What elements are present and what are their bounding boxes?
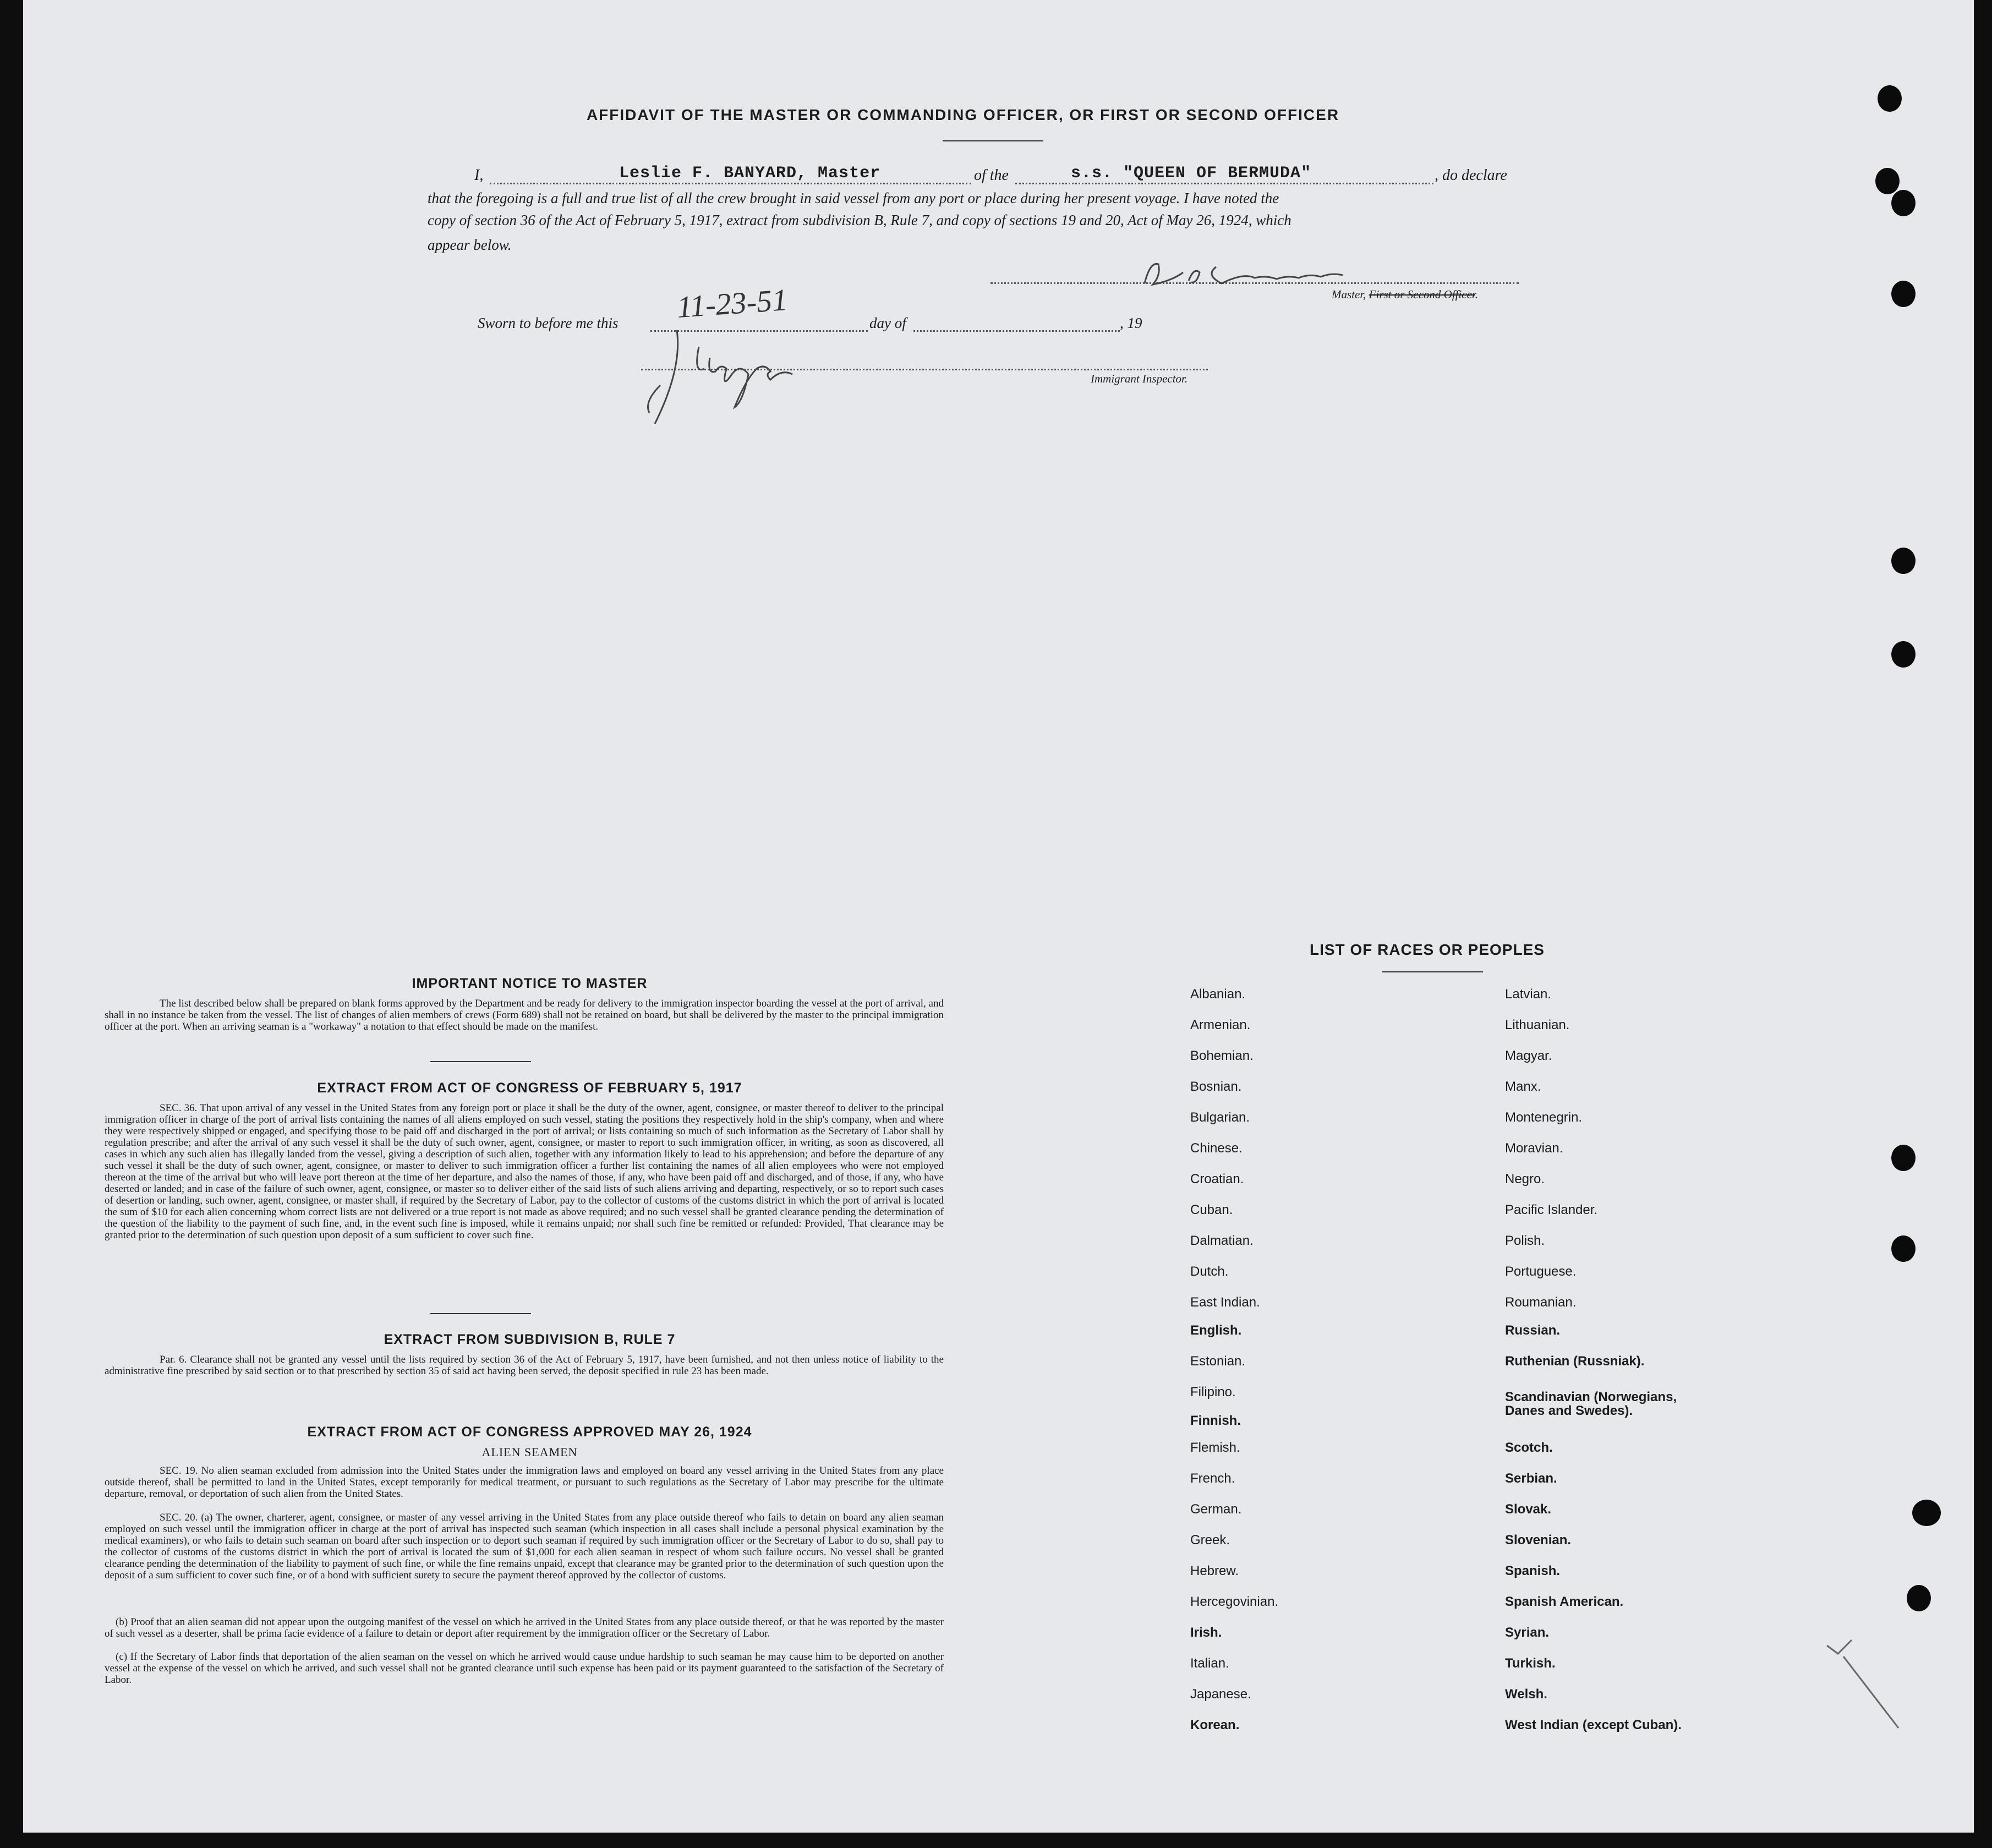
race-item: Slovenian. [1505, 1533, 1572, 1548]
day-of-line [913, 330, 1120, 332]
punch-hole [1891, 1235, 1916, 1262]
sec-19-text: SEC. 19. No alien seaman excluded from admission into the United States under the immigration laws and employed on board any vessel arriving in the United States from any place outside thereof, shall be permitted to land in the United States, except temporarily for medical treatment, or pursuant to such regulations as the Secretary of Labor may prescribe for the ultimate departure, removal, or deportation of such alien from the United States. [105, 1465, 944, 1500]
master-caption [1332, 288, 1478, 302]
race-item: Estonian. [1190, 1354, 1246, 1369]
affidavit-line-2: that the foregoing is a full and true list of all the crew brought in said vessel from any port or place during her present voyage. I have noted the [428, 190, 1279, 206]
do-declare-label: , do declare [1435, 167, 1507, 184]
race-item: Bohemian. [1190, 1048, 1254, 1063]
year-prefix: , 19 [1120, 315, 1142, 331]
race-item: Syrian. [1505, 1625, 1550, 1640]
extract-1917-text: SEC. 36. That upon arrival of any vessel in the United States from any foreign port or place it shall be the duty of the owner, agent, consignee, or master thereof to deliver to the principal immigration officer in charge of the port of arrival lists containing the names of all aliens employed on such vessel, stating the positions they respectively hold in the ship's company, when and where they were respectively shipped or engaged, and specifying those to be paid off and discharged in the port of arrival; or lists containing so much of such information as the Secretary of Labor shall by regulation prescribe; and after the arrival of any such vessel it shall be the duty of such owner, agent, consignee, or master to report to such immigration officer, in writing, as soon as discovered, all cases in which any such alien has illegally landed from the vessel, giving a description of such alien, together with any information likely to lead to his apprehension; and before the departure of any such vessel it shall be the duty of such owner, agent, consignee, or master to deliver to such immigration officer a further list containing the names of all alien employees who were not employed thereon at the time of the arrival but who will leave port thereon at the time of her departure, and also the names of those, if any, who have been paid off and discharged, and of those, if any, who have deserted or landed; and in case of the failure of such owner, agent, consignee, or master so to deliver either of the said lists of such aliens arriving and departing, respectively, or so to report such cases of desertion or landing, such owner, agent, consignee, or master shall, if required by the Secretary of Labor, pay to the collector of customs of the customs district in which the port of arrival is located the sum of $10 for each alien concerning whom correct lists are not delivered or a true report is not made as above required; and no such vessel shall be granted clearance pending the determination of the question of the liability to the payment of such fine, and, in the event such fine is imposed, while it remains unpaid; nor shall such fine be remitted or refunded: Provided, That clearance may be granted prior to the determination of such question upon deposit of a sum sufficient to cover such fine. [105, 1102, 944, 1241]
race-item: Turkish. [1505, 1656, 1556, 1671]
race-item: Filipino. [1190, 1385, 1236, 1399]
divider [1382, 971, 1483, 972]
inspector-signature [638, 325, 836, 435]
race-item: Latvian. [1505, 987, 1552, 1002]
vessel-line [1015, 183, 1433, 184]
race-item: Welsh. [1505, 1687, 1547, 1702]
race-item: Lithuanian. [1505, 1018, 1570, 1032]
race-item: West Indian (except Cuban). [1505, 1718, 1682, 1732]
race-item: Montenegrin. [1505, 1110, 1583, 1125]
race-item: Japanese. [1190, 1687, 1251, 1702]
master-caption-struck: First or Second Officer [1369, 288, 1475, 301]
race-item: Finnish. [1190, 1413, 1241, 1428]
race-item: Polish. [1505, 1233, 1545, 1248]
extract-1917-title: EXTRACT FROM ACT OF CONGRESS OF FEBRUARY 5, 1917 [317, 1080, 742, 1096]
affidavit-i-label: I, [474, 167, 484, 184]
race-item: Dutch. [1190, 1264, 1229, 1279]
vessel-name: s.s. "QUEEN OF BERMUDA" [1071, 164, 1312, 183]
affidavit-line-4: appear below. [428, 237, 512, 253]
punch-hole [1912, 1500, 1941, 1526]
punch-hole [1875, 168, 1900, 194]
extract-1924-title: EXTRACT FROM ACT OF CONGRESS APPROVED MAY 26, 1924 [307, 1424, 752, 1440]
affidavit-line-3: copy of section 36 of the Act of February 5, 1917, extract from subdivision B, Rule 7, and copy of sections 19 and 20, Act of May 26, 1924, which [428, 212, 1291, 228]
master-name-line [490, 183, 971, 184]
race-item: Hebrew. [1190, 1563, 1239, 1578]
race-item: Irish. [1190, 1625, 1222, 1640]
of-the-label: of the [974, 167, 1009, 184]
race-item: Negro. [1505, 1172, 1545, 1187]
race-item: Serbian. [1505, 1471, 1557, 1486]
master-caption-prefix: Master, [1332, 288, 1366, 301]
punch-hole [1891, 548, 1916, 574]
race-item: East Indian. [1190, 1295, 1260, 1310]
race-item: Moravian. [1505, 1141, 1563, 1156]
punch-hole [1891, 641, 1916, 668]
day-of-label: day of [869, 315, 906, 331]
race-item: Armenian. [1190, 1018, 1251, 1032]
notice-text: The list described below shall be prepared on blank forms approved by the Department and be ready for delivery to the immigration inspector boarding the vessel at the port of arrival, and shall in no instance be taken from the vessel. The list of changes of alien members of crews (Form 689) shall not be retained on board, but shall be delivered by the master to the principal immigration officer at the port. When an arriving seaman is a "workaway" a notation to that effect should be made on the manifest. [105, 998, 944, 1032]
punch-hole [1891, 1145, 1916, 1171]
master-name: Leslie F. BANYARD, Master [619, 164, 881, 183]
race-item: Ruthenian (Russniak). [1505, 1354, 1645, 1369]
affidavit-title: AFFIDAVIT OF THE MASTER OR COMMANDING OFFICER, OR FIRST OR SECOND OFFICER [586, 106, 1340, 123]
corner-pen-mark [1821, 1634, 1909, 1734]
divider [943, 140, 1043, 141]
race-item: Manx. [1505, 1079, 1541, 1094]
inspector-line [641, 369, 1208, 370]
race-item: German. [1190, 1502, 1242, 1517]
extract-1924-subtitle: ALIEN SEAMEN [481, 1445, 578, 1459]
divider [430, 1061, 531, 1062]
punch-hole [1891, 281, 1916, 307]
sworn-label: Sworn to before me this [478, 315, 619, 331]
race-item: Spanish. [1505, 1563, 1561, 1578]
race-item: Spanish American. [1505, 1594, 1624, 1609]
race-item: Cuban. [1190, 1202, 1233, 1217]
race-item: Portuguese. [1505, 1264, 1577, 1279]
punch-hole [1891, 190, 1916, 216]
sworn-date: 11-23-51 [676, 283, 789, 325]
race-item: Albanian. [1190, 987, 1246, 1002]
race-item: Dalmatian. [1190, 1233, 1254, 1248]
race-item: Bosnian. [1190, 1079, 1242, 1094]
sec-20a-text: SEC. 20. (a) The owner, charterer, agent, consignee, or master of any vessel arriving in the United States from any place outside thereof who fails to detain on board any alien seaman employed on such vessel until the immigration officer in charge at the port of arrival has inspected such seaman (which inspection in all cases shall include a personal physical examination by the medical examiners), or who fails to detain such seaman on board after such inspection or to deport such seaman if required by such immigration officer or the Secretary of Labor to do so, shall pay to the collector of customs of the customs district in which the port of arrival is located the sum of $1,000 for each alien seaman in respect of whom such failure occurs. No vessel shall be granted clearance pending the determination of the liability to payment of such fine, or while the fine remains unpaid, except that clearance may be granted prior to the determination of such question upon the deposit of a sum sufficient to cover such fine, or of a bond with sufficient surety to secure the payment thereof approved by the collector of customs. [105, 1512, 944, 1581]
races-title: LIST OF RACES OR PEOPLES [1310, 941, 1545, 958]
master-caption-suffix: . [1475, 288, 1478, 301]
race-item: Croatian. [1190, 1172, 1244, 1187]
race-item: Chinese. [1190, 1141, 1243, 1156]
rule7-title: EXTRACT FROM SUBDIVISION B, RULE 7 [384, 1332, 676, 1347]
race-item: Greek. [1190, 1533, 1230, 1548]
race-item: Russian. [1505, 1323, 1561, 1338]
punch-hole [1907, 1585, 1931, 1611]
race-scandinavian-line2: Danes and Swedes). [1505, 1403, 1633, 1418]
sec-20b-text: (b) Proof that an alien seaman did not appear upon the outgoing manifest of the vessel on which he arrived in the United States from any place outside thereof, or that he was reported by the master of such vessel as a deserter, shall be prima facie evidence of a failure to detain or deport after requirement by the immigration officer or the Secretary of Labor. [105, 1616, 944, 1639]
race-item: Scandinavian (Norwegians, [1505, 1390, 1677, 1404]
divider [430, 1313, 531, 1314]
race-item: Roumanian. [1505, 1295, 1577, 1310]
race-item: Slovak. [1505, 1502, 1552, 1517]
notice-title: IMPORTANT NOTICE TO MASTER [412, 976, 648, 991]
race-item: Flemish. [1190, 1440, 1240, 1455]
rule7-text: Par. 6. Clearance shall not be granted any vessel until the lists required by section 36 of the Act of February 5, 1917, have been furnished, and not then unless notice of liability to the administrative fine prescribed by said section or to that prescribed by section 35 of said act having been served, the deposit specified in rule 23 has been made. [105, 1354, 944, 1377]
race-item: Bulgarian. [1190, 1110, 1250, 1125]
race-item: Italian. [1190, 1656, 1229, 1671]
race-item: French. [1190, 1471, 1235, 1486]
race-item: Korean. [1190, 1718, 1240, 1732]
sec-20c-text: (c) If the Secretary of Labor finds that deportation of the alien seaman on the vessel on which he arrived would cause undue hardship to such seaman he may cause him to be deported on another vessel at the expense of the vessel on which he arrived, and such vessel shall not be granted clearance until such expense has been paid or its payment guaranteed to the satisfaction of the Secretary of Labor. [105, 1651, 944, 1686]
race-item: English. [1190, 1323, 1242, 1338]
inspector-caption: Immigrant Inspector. [1091, 372, 1188, 385]
race-item: Pacific Islander. [1505, 1202, 1598, 1217]
race-item: Hercegovinian. [1190, 1594, 1279, 1609]
race-item: Magyar. [1505, 1048, 1552, 1063]
race-item: Scotch. [1505, 1440, 1553, 1455]
